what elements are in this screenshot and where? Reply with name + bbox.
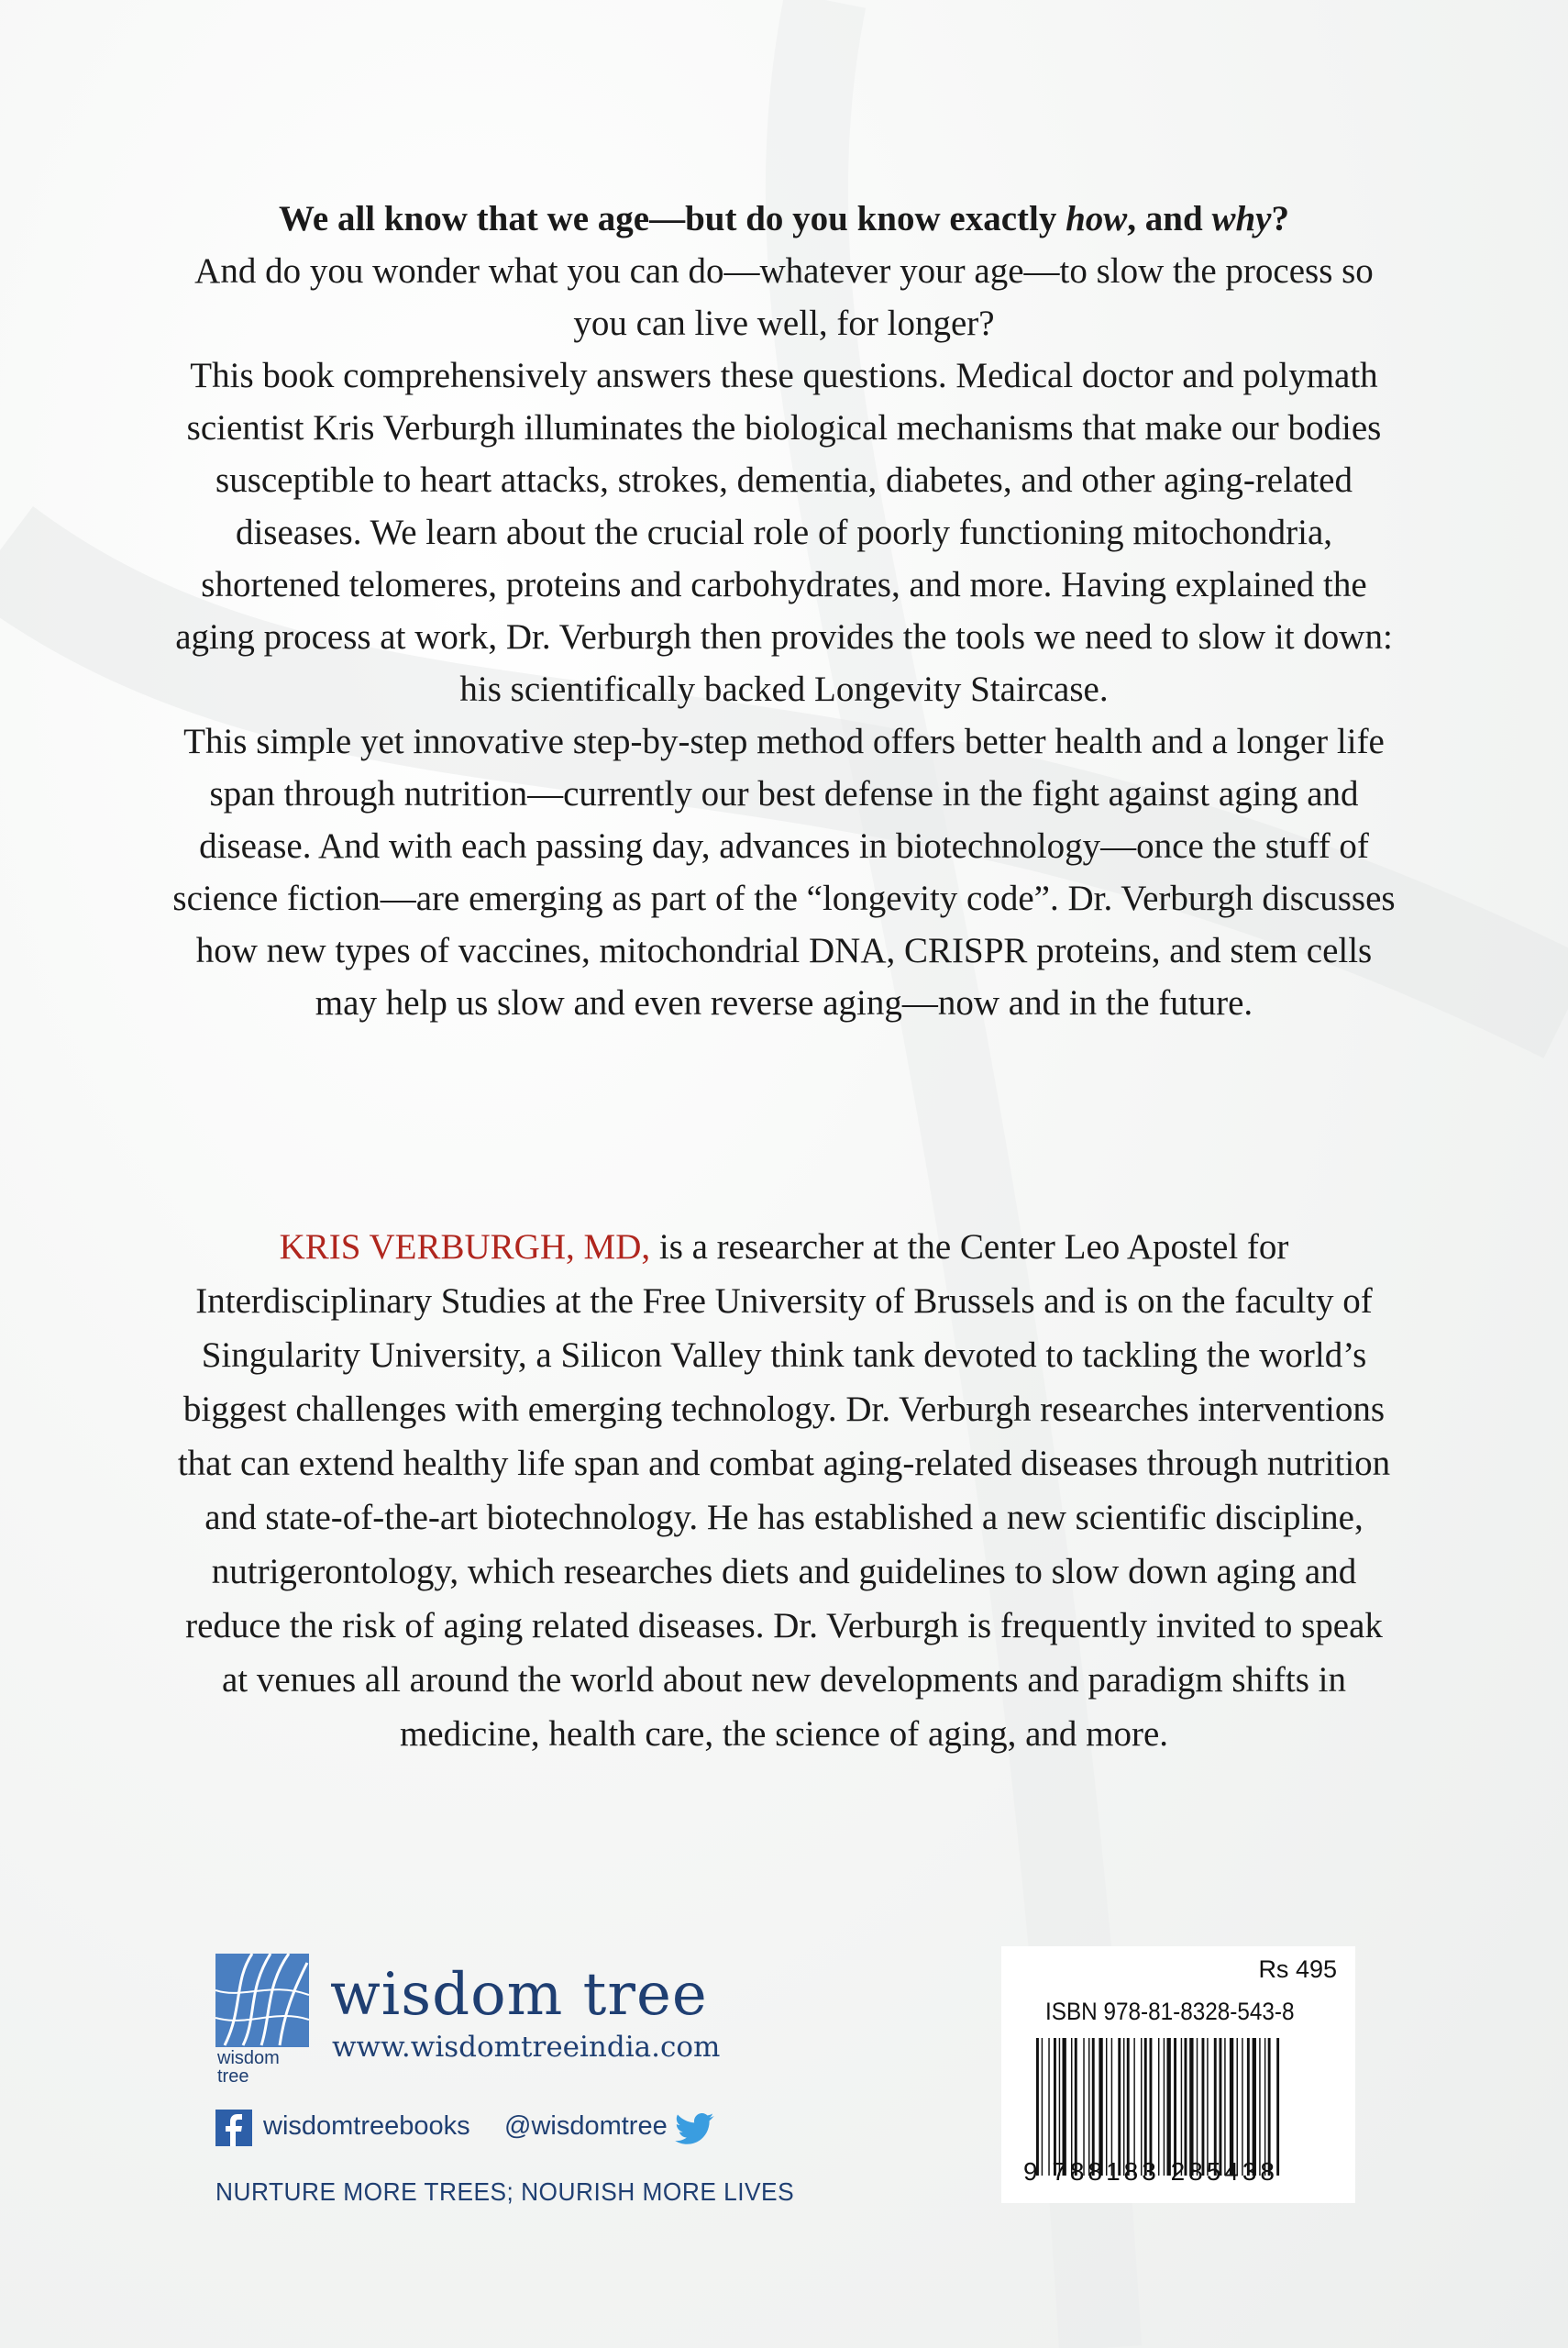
author-name: KRIS VERBURGH, MD, <box>279 1227 651 1267</box>
svg-text:tree: tree <box>217 2066 249 2084</box>
barcode-digits: 9 788183 285438 <box>1023 2157 1278 2186</box>
book-blurb <box>170 193 1398 1029</box>
author-bio-text: is a researcher at the Center Leo Apostel for Interdisciplinary Studies at the Free University of Brussels and is on the faculty of Singularity University, a Silicon Valley think tank devoted to tackling the world’s biggest challenges with emerging technology. Dr. Verburgh researches interventions that can extend healthy life span and combat aging-related diseases through nutrition and state-of-the-art biotechnology. He has established a new scientific discipline, nutrigerontology, which researches diets and guidelines to slow down aging and reduce the risk of aging related diseases. Dr. Verburgh is frequently invited to speak at venues all around the world about new developments and paradigm shifts in medicine, health care, the science of aging, and more. <box>177 1227 1391 1754</box>
facebook-icon[interactable] <box>215 2110 252 2146</box>
publisher-url[interactable]: www.wisdomtreeindia.com <box>332 2031 721 2064</box>
facebook-handle[interactable]: wisdomtreebooks <box>263 2111 470 2141</box>
barcode-icon <box>1034 2038 1337 2176</box>
blurb-paragraph: And do you wonder what you can do—whatever your age—to slow the process so you can live well, for longer? <box>194 251 1374 343</box>
price-label: Rs 495 <box>1258 1955 1337 1983</box>
blurb-paragraph: This simple yet innovative step-by-step method offers better health and a longer life span through nutrition—currently our best defense in the fight against aging and disease. And with each passing day, advances in biotechnology—once the stuff of science fiction—are emerging as part of the “longevity code”. Dr. Verburgh discusses how new types of vaccines, mitochondrial DNA, CRISPR proteins, and stem cells may help us slow and even reverse aging—now and in the future. <box>172 722 1396 1023</box>
twitter-bird-icon[interactable] <box>674 2111 714 2146</box>
author-bio <box>170 1220 1398 1761</box>
social-links <box>215 2110 729 2146</box>
svg-text:wisdom: wisdom <box>217 2048 280 2068</box>
publisher-name: wisdom tree <box>330 1961 708 2029</box>
isbn-label: ISBN 978-81-8328-543-8 <box>1045 1998 1295 2025</box>
publisher-logo <box>215 1954 729 2091</box>
blurb-lead: We all know that we age—but do you know exactly how, and why? <box>279 199 1289 238</box>
publisher-tagline: NURTURE MORE TREES; NOURISH MORE LIVES <box>215 2177 795 2206</box>
wisdom-tree-logo-icon <box>215 1954 309 2084</box>
barcode-panel <box>1001 1946 1355 2203</box>
twitter-handle[interactable]: @wisdomtree <box>504 2111 668 2141</box>
blurb-paragraph: This book comprehensively answers these questions. Medical doctor and polymath scientist Kris Verburgh illuminates the biological mechanisms that make our bodies susceptible to heart attacks, strokes, dementia, diabetes, and other aging-related diseases. We learn about the crucial role of poorly functioning mitochondria, shortened telomeres, proteins and carbohydrates, and more. Having explained the aging process at work, Dr. Verburgh then provides the tools we need to slow it down: his scientifically backed Longevity Staircase. <box>175 356 1393 709</box>
